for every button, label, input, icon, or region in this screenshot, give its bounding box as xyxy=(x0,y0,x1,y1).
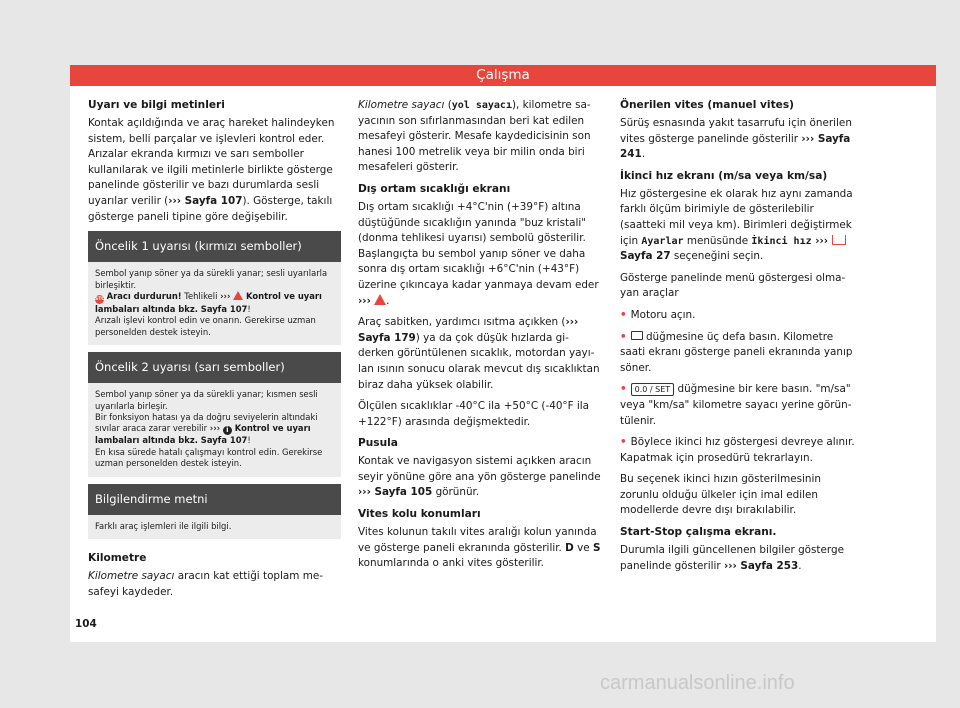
warning-triangle-icon xyxy=(374,294,386,305)
paragraph-start-stop: Durumla ilgili güncellenen bilgiler gösterge panelinde gösterilir ››› Sayfa 253. xyxy=(620,544,844,572)
paragraph-outside-temp: Dış ortam sıcaklığı +4°C'nin (+39°F) altına düştüğünde sıcaklığın yanında "buz kristali" (donma tehlikesi uyarısı) sembolü gösterilir. Başlangıçta bu sembol yanıp söner ve daha sonra dış ortam sıcaklığı +6°C'nin (+43°F) üzerine çıkıncaya kadar yanmaya devam eder ››› . xyxy=(358,200,599,307)
priority2-title: Öncelik 2 uyarısı (sarı semboller) xyxy=(88,352,341,383)
paragraph-gear-positions: Vites kolunun takılı vites aralığı kolun yanında ve gösterge paneli ekranında gösterilir. D ve S konumlarında o anki vites gösterilir. xyxy=(358,526,601,570)
book-icon xyxy=(832,235,846,245)
heading-compass: Pusula xyxy=(358,437,398,450)
watermark: carmanualsonline.info xyxy=(600,672,795,694)
page-link[interactable]: ››› Sayfa 105 xyxy=(358,486,433,499)
bullet-item: • 0.0 / SET düğmesine bir kere basın. "m/sa" veya "km/sa" kilometre sayacı yerine görüntülenir. xyxy=(620,383,852,427)
page-number: 104 xyxy=(75,618,97,630)
info-text-box xyxy=(88,484,341,539)
column-1 xyxy=(88,98,341,606)
warning-triangle-icon xyxy=(233,291,243,300)
paragraph-warning-intro: Kontak açıldığında ve araç hareket halindeyken sistem, belli parçalar ve işlevleri kontrol eder. Arızalar ekranda kırmızı ve sarı semboller kullanılarak ve ilgili metinlerle birlikte gösterge panelinde gösterilir ve bazı durumlarda sesli uyarılar verilir (››› Sayfa 107). Gösterge, takılı gösterge paneli tipine göre değişebilir. xyxy=(88,117,335,223)
column-3 xyxy=(620,98,856,580)
bullet-item: • düğmesine üç defa basın. Kilometre saati ekranı gösterge paneli ekranında yanıp söner. xyxy=(620,330,853,374)
priority1-body: Sembol yanıp söner ya da sürekli yanar; sesli uyarılarla birleşiktir. STOP Aracı durdurun! Tehlikeli ››› Kontrol ve uyarı lambaları altında bkz. Sayfa 107! Arızalı işlevi kontrol edin ve onarın. Gerekirse uzman personelden destek isteyin. xyxy=(88,262,341,345)
info-text-title: Bilgilendirme metni xyxy=(88,484,341,515)
paragraph-recommended-gear: Sürüş esnasında yakıt tasarrufu için önerilen vites gösterge panelinde gösterilir ››› Sayfa 241. xyxy=(620,117,852,161)
heading-start-stop: Start-Stop çalışma ekranı. xyxy=(620,526,777,539)
page-title: Çalışma xyxy=(70,65,936,86)
paragraph-aux-heating: Araç sabitken, yardımcı ısıtma açıkken (››› Sayfa 179) ya da çok düşük hızlarda giderken görüntülenen sıcaklık, motordan yayılan ısının sonucu olarak mevcut dış sıcaklıktan biraz daha yüksek olabilir. xyxy=(358,316,600,391)
info-text-body: Farklı araç işlemleri ile ilgili bilgi. xyxy=(88,515,341,539)
column-2 xyxy=(358,98,601,578)
stop-icon: STOP xyxy=(95,296,109,302)
page-link[interactable]: ››› Sayfa 241 xyxy=(620,132,851,161)
heading-recommended-gear: Önerilen vites (manuel vites) xyxy=(620,99,794,111)
heading-outside-temp: Dış ortam sıcaklığı ekranı xyxy=(358,182,511,195)
paragraph-no-menu: Gösterge panelinde menü göstergesi olmayan araçlar xyxy=(620,271,846,300)
heading-warning-texts: Uyarı ve bilgi metinleri xyxy=(88,99,225,111)
page-link[interactable]: ››› Sayfa 107 xyxy=(168,194,243,207)
priority2-body: Sembol yanıp söner ya da sürekli yanar; kısmen sesli uyarılarla birleşir. Bir fonksiyon hatası ya da doğru seviyelerin altındaki sıvılar araca zarar verebilir ››› i Kontrol ve uyarı lambaları altında bkz. Sayfa 107! En kısa sürede hatalı çalışmayı kontrol edin. Gerekirse uzman personelden destek isteyin. xyxy=(88,383,341,476)
heading-second-speed: İkinci hız ekranı (m/sa veya km/sa) xyxy=(620,169,828,182)
paragraph-trip-meter: Kilometre sayacı (yol sayacı), kilometre sayacının son sıfırlanmasından beri kat edilen mesafeyi gösterir. Mesafe kaydedicisinin son hanesi 100 metrelik veya bir milin onda biri mesafeleri gösterir. xyxy=(358,99,591,174)
bullet-item: • Böylece ikinci hız göstergesi devreye alınır. Kapatmak için prosedürü tekrarlayın. xyxy=(620,436,855,464)
page-link[interactable]: Kontrol ve uyarı lambaları altında bkz. Sayfa 107 xyxy=(95,290,322,314)
paragraph-odometer: Kilometre sayacı aracın kat ettiği toplam mesafeyi kaydeder. xyxy=(88,570,323,598)
page-link[interactable]: Sayfa 27 xyxy=(620,250,671,263)
page-link[interactable]: ››› Sayfa 179 xyxy=(358,316,579,344)
heading-odometer: Kilometre xyxy=(88,552,147,565)
paragraph-second-speed: Hız göstergesine ek olarak hız aynı zamanda farklı ölçüm birimiyle de gösterilebilir (saatteki mil veya km). Birimleri değiştirmek için Ayarlar menüsünde İkinci hız ››› Sayfa 27 seçeneğini seçin. xyxy=(620,187,853,263)
odometer-button-icon xyxy=(631,331,643,340)
heading-gear-positions: Vites kolu konumları xyxy=(358,508,481,521)
paragraph-optional-disable: Bu seçenek ikinci hızın gösterilmesinin zorunlu olduğu ülkeler için imal edilen modellerde devre dışı bırakılabilir. xyxy=(620,473,821,517)
page-link[interactable]: Kontrol ve uyarı lambaları altında bkz. Sayfa 107 xyxy=(95,423,311,446)
set-button-icon: 0.0 / SET xyxy=(631,383,675,396)
paragraph-compass: Kontak ve navigasyon sistemi açıkken aracın seyir yönüne göre ana yön gösterge panelinde ››› Sayfa 105 görünür. xyxy=(358,455,601,499)
page-link[interactable]: ››› Sayfa 253 xyxy=(723,559,799,572)
paragraph-temp-range: Ölçülen sıcaklıklar -40°C ila +50°C (-40°F ila +122°F) arasında değişmektedir. xyxy=(358,400,590,428)
priority1-title: Öncelik 1 uyarısı (kırmızı semboller) xyxy=(88,231,341,262)
priority1-box xyxy=(88,231,341,345)
bullet-item: • Motoru açın. xyxy=(620,308,696,321)
priority2-box xyxy=(88,352,341,476)
info-icon: i xyxy=(223,426,232,435)
